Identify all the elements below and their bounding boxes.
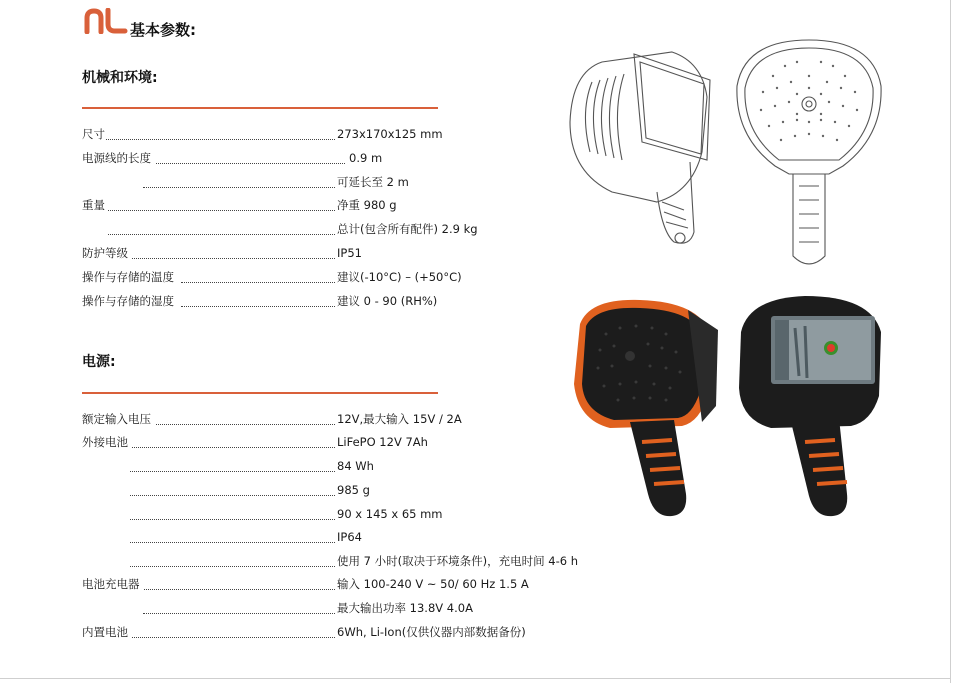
spec-label: 重量 — [82, 198, 105, 212]
section-heading-power: 电源: — [82, 354, 116, 370]
spec-value: 总计(包含所有配件) 2.9 kg — [337, 222, 478, 236]
spec-label: 防护等级 — [82, 246, 128, 260]
leader-dots — [181, 282, 335, 283]
spec-value: 最大输出功率 13.8V 4.0A — [337, 601, 473, 615]
device-photo-back-screen — [735, 292, 885, 520]
leader-dots — [144, 589, 335, 590]
spec-value: LiFePO 12V 7Ah — [337, 435, 428, 449]
spec-value: 6Wh, Li-Ion(仅供仪器内部数据备份) — [337, 625, 526, 639]
spec-value: 使用 7 小时(取决于环境条件)，充电时间 4-6 h — [337, 554, 578, 568]
section-rule-mechanical — [82, 107, 438, 109]
page-border-bottom — [0, 678, 950, 679]
device-line-drawing-perspective — [562, 42, 722, 254]
spec-value: IP64 — [337, 530, 362, 544]
spec-value: 输入 100-240 V ~ 50/ 60 Hz 1.5 A — [337, 577, 529, 591]
leader-dots — [108, 210, 335, 211]
leader-dots — [132, 447, 335, 448]
leader-dots — [106, 139, 335, 140]
spec-value: IP51 — [337, 246, 362, 260]
leader-dots — [130, 542, 335, 543]
spec-value: 可延长至 2 m — [337, 175, 409, 189]
spec-value: 建议(-10°C) – (+50°C) — [337, 270, 462, 284]
spec-value: 985 g — [337, 483, 370, 497]
spec-label: 内置电池 — [82, 625, 128, 639]
leader-dots — [130, 471, 335, 472]
spec-label: 电源线的长度 — [82, 151, 151, 165]
page-border-right — [950, 0, 951, 683]
spec-label: 外接电池 — [82, 435, 128, 449]
leader-dots — [132, 258, 335, 259]
spec-value: 273x170x125 mm — [337, 127, 443, 141]
spec-label: 操作与存储的湿度 — [82, 294, 174, 308]
spec-value: 84 Wh — [337, 459, 374, 473]
leader-dots — [156, 424, 335, 425]
page-title: 基本参数: — [130, 21, 196, 39]
leader-dots — [130, 495, 335, 496]
leader-dots — [130, 566, 335, 567]
spec-value: 12V,最大输入 15V / 2A — [337, 412, 462, 426]
leader-dots — [181, 306, 335, 307]
spec-value: 净重 980 g — [337, 198, 397, 212]
spec-value: 建议 0 - 90 (RH%) — [337, 294, 438, 308]
leader-dots — [108, 234, 335, 235]
spec-label: 操作与存储的温度 — [82, 270, 174, 284]
spec-label: 尺寸 — [82, 127, 105, 141]
leader-dots — [143, 187, 335, 188]
spec-label: 电池充电器 — [82, 577, 140, 591]
spec-value: 90 x 145 x 65 mm — [337, 507, 443, 521]
brand-logo — [84, 8, 128, 34]
device-line-drawing-front — [733, 36, 885, 272]
leader-dots — [156, 163, 345, 164]
section-rule-power — [82, 392, 438, 394]
spec-value: 0.9 m — [349, 151, 383, 165]
leader-dots — [143, 613, 335, 614]
section-heading-mechanical: 机械和环境: — [82, 70, 158, 86]
device-photo-front — [570, 294, 720, 520]
leader-dots — [130, 519, 335, 520]
spec-label: 额定输入电压 — [82, 412, 151, 426]
leader-dots — [132, 637, 335, 638]
